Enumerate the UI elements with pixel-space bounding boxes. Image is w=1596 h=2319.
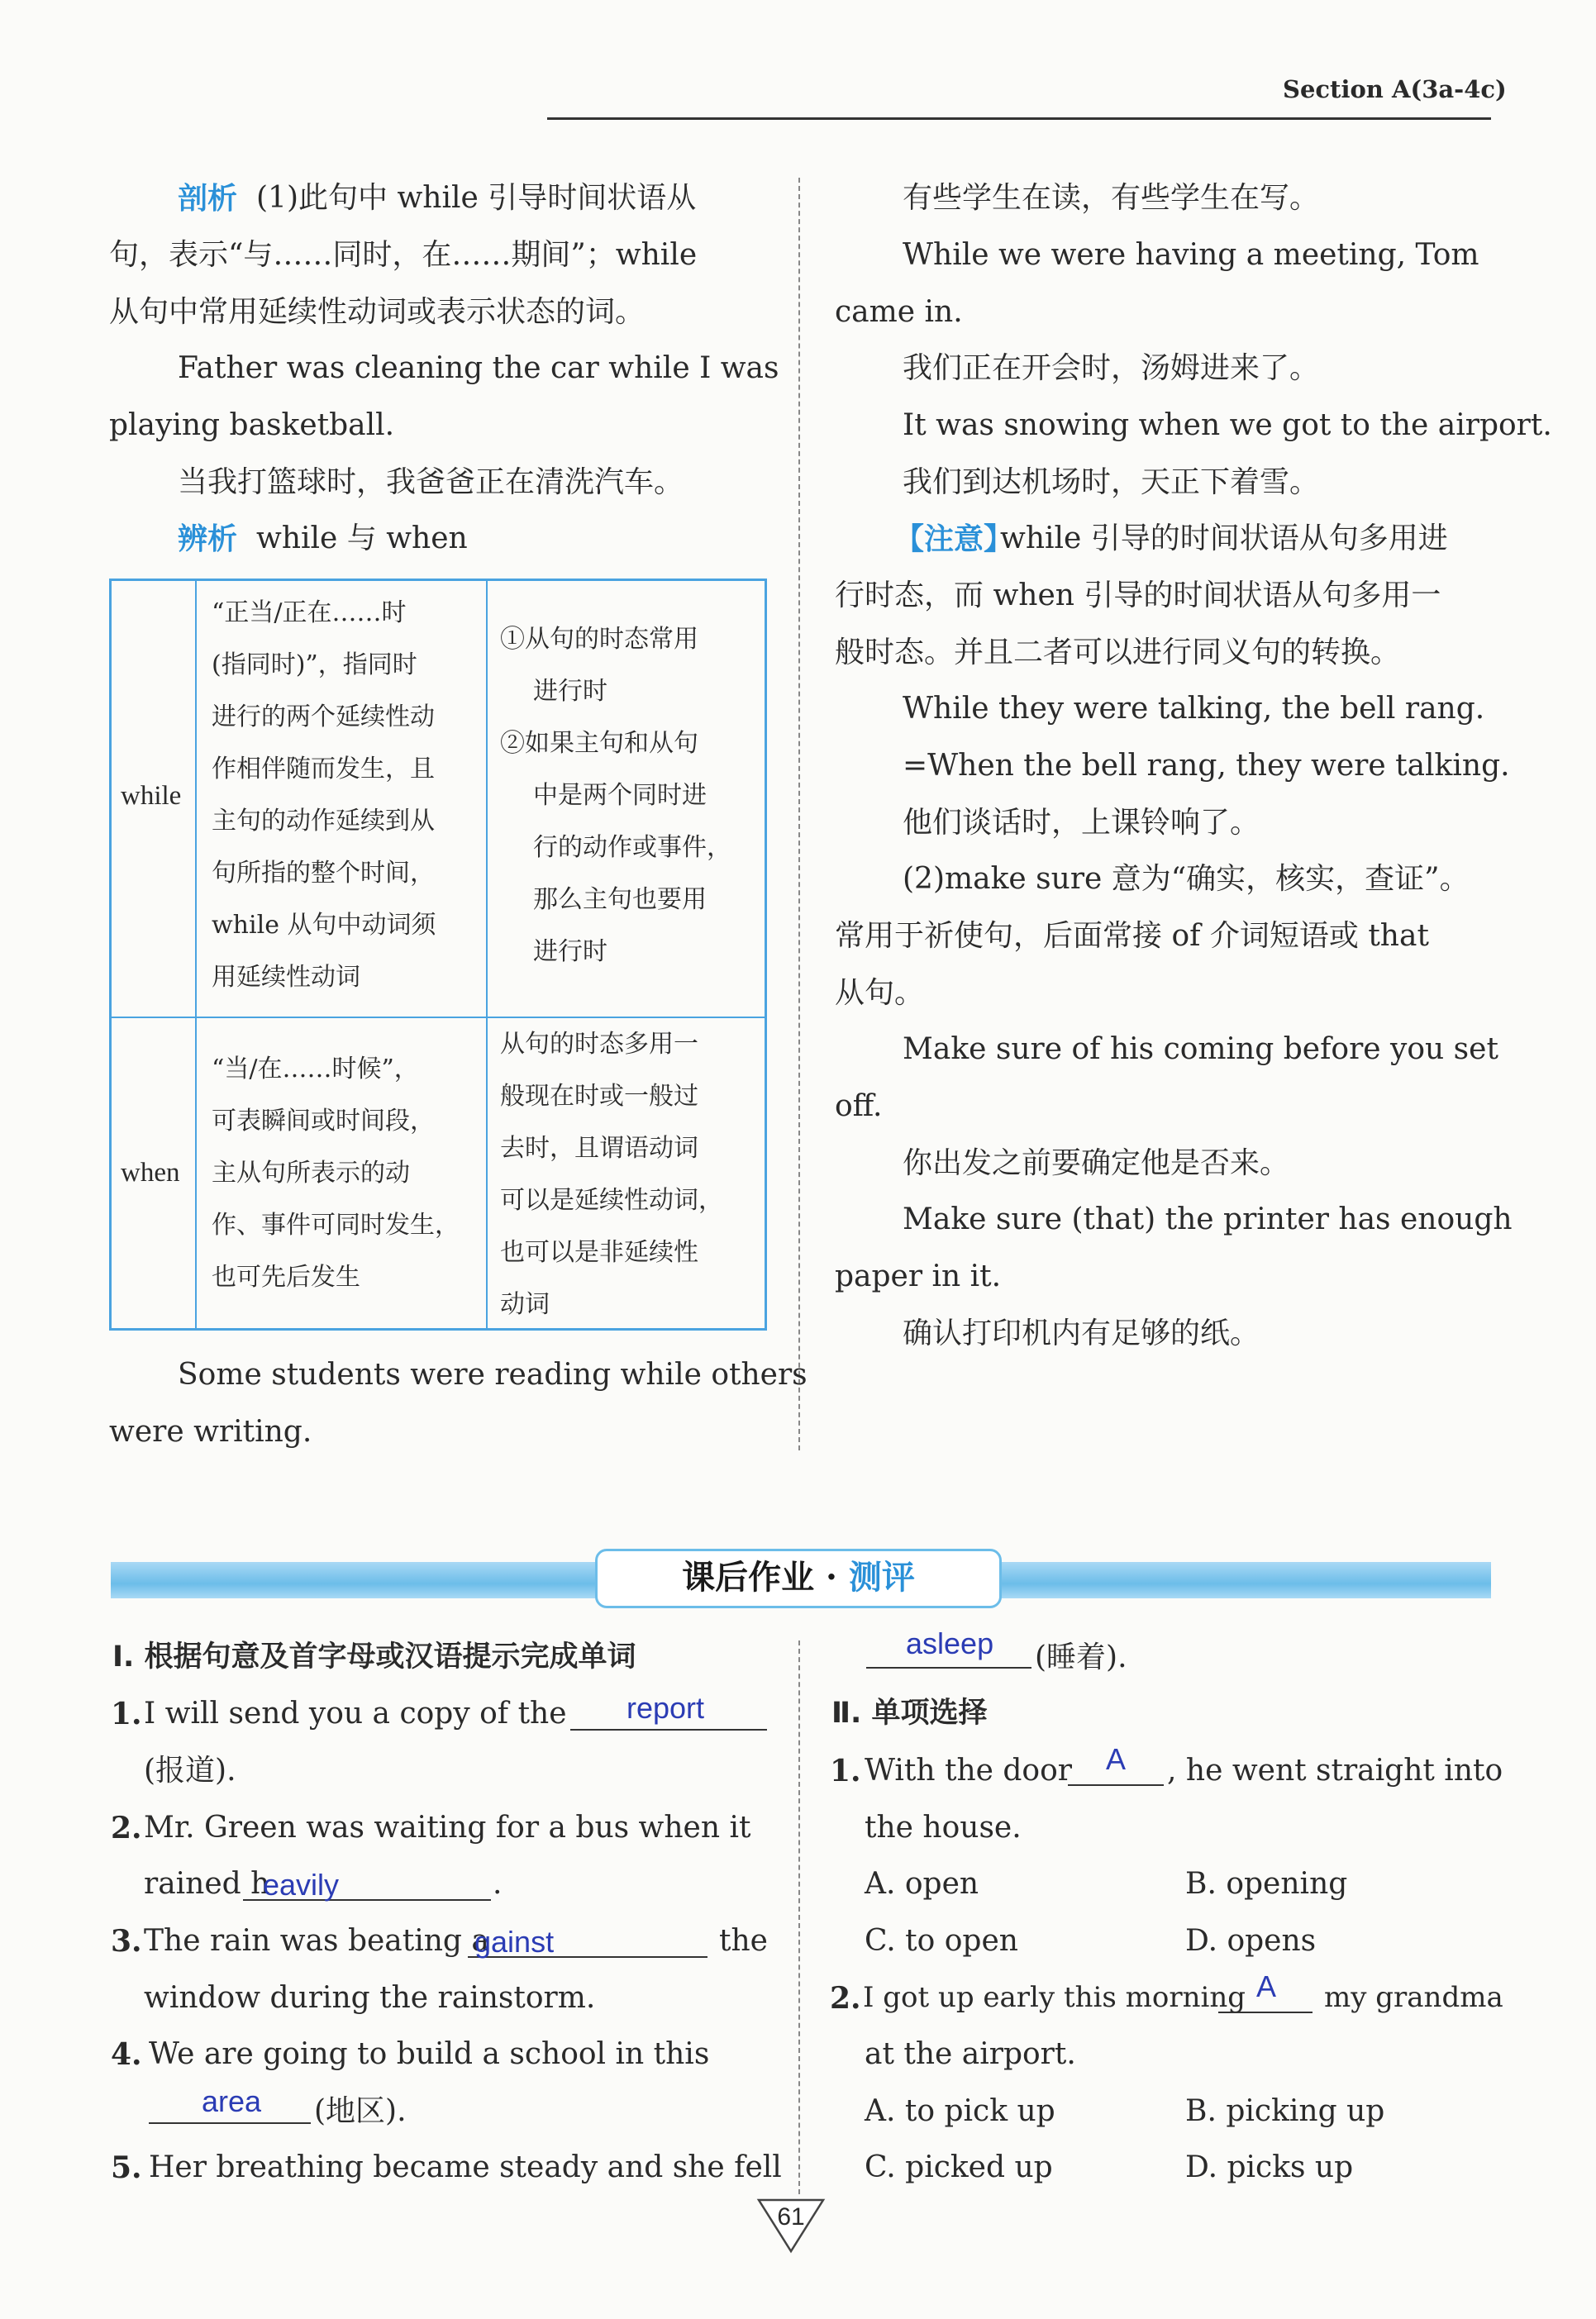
table-col-divider bbox=[195, 579, 197, 1331]
column-divider bbox=[798, 178, 800, 1450]
example-zh: 我们到达机场时，天正下着雪。 bbox=[903, 465, 1320, 499]
example-en: came in. bbox=[835, 295, 963, 329]
makesure-line: (2)make sure 意为“确实，核实，查证”。 bbox=[903, 862, 1470, 896]
answer-blank bbox=[149, 2122, 311, 2124]
question-text: I will send you a copy of the bbox=[144, 1697, 567, 1731]
part2-title: Ⅱ. 单项选择 bbox=[831, 1697, 988, 1730]
table-meaning: 可表瞬间或时间段， bbox=[212, 1107, 435, 1136]
question-number: 4. bbox=[111, 2037, 142, 2072]
option: D. opens bbox=[1185, 1924, 1317, 1958]
page-number: 61 bbox=[777, 2203, 805, 2231]
example-zh: 你出发之前要确定他是否来。 bbox=[903, 1146, 1290, 1180]
analysis-line: (1)此句中 while 引导时间状语从 bbox=[256, 181, 697, 215]
question-number: 3. bbox=[111, 1924, 142, 1959]
option: A. to pick up bbox=[865, 2094, 1055, 2128]
makesure-line: 常用于祈使句，后面常接 of 介词短语或 that bbox=[835, 919, 1429, 953]
example-en: off. bbox=[835, 1089, 883, 1123]
table-tense: ②如果主句和从句 bbox=[500, 729, 698, 758]
table-meaning: (指同时)”，指同时 bbox=[212, 650, 417, 679]
table-meaning: 句所指的整个时间， bbox=[212, 859, 435, 888]
answer-text: eavily bbox=[263, 1868, 340, 1902]
example-en: Make sure of his coming before you set bbox=[903, 1032, 1498, 1066]
example-en: paper in it. bbox=[835, 1259, 1002, 1293]
table-tense: 中是两个同时进 bbox=[533, 781, 707, 810]
exercise-divider bbox=[798, 1640, 800, 2194]
table-meaning: “正当/正在……时 bbox=[212, 598, 407, 627]
example-zh: 我们正在开会时，汤姆进来了。 bbox=[903, 351, 1320, 385]
question-text: , he went straight into bbox=[1167, 1754, 1503, 1788]
note-line: 行时态，而 when 引导的时间状语从句多用一 bbox=[835, 579, 1441, 612]
example-en: Father was cleaning the car while I was bbox=[178, 351, 779, 385]
question-text: rained h bbox=[144, 1867, 270, 1901]
banner-title-blue: 测评 bbox=[848, 1558, 915, 1597]
answer-text: A bbox=[1106, 1742, 1127, 1776]
header-rule bbox=[547, 117, 1491, 120]
table-tense: 从句的时态多用一 bbox=[500, 1030, 698, 1059]
table-tense: 可以是延续性动词， bbox=[500, 1186, 723, 1215]
question-number: 2. bbox=[111, 1811, 142, 1845]
option: D. picks up bbox=[1185, 2150, 1354, 2184]
table-meaning: 进行的两个延续性动 bbox=[212, 702, 435, 731]
table-tense: 也可以是非延续性 bbox=[500, 1238, 698, 1267]
question-text: at the airport. bbox=[865, 2037, 1076, 2071]
table-meaning: 用延续性动词 bbox=[212, 963, 360, 992]
question-text: my grandma bbox=[1324, 1981, 1503, 2014]
question-text: I got up early this morning bbox=[863, 1981, 1246, 2014]
question-text: The rain was beating a bbox=[144, 1924, 489, 1958]
section-header: Section A(3a-4c) bbox=[1283, 75, 1507, 103]
question-text: Her breathing became steady and she fell bbox=[149, 2150, 782, 2184]
table-col-divider bbox=[486, 579, 488, 1331]
table-tense: 那么主句也要用 bbox=[533, 885, 707, 914]
table-tense: 进行时 bbox=[533, 937, 607, 966]
example-en: were writing. bbox=[109, 1415, 312, 1449]
table-meaning: 作、事件可同时发生， bbox=[212, 1211, 460, 1240]
answer-blank bbox=[570, 1729, 767, 1731]
question-text: the house. bbox=[865, 1811, 1022, 1845]
example-en: =When the bell rang, they were talking. bbox=[903, 749, 1510, 783]
note-line: 般时态。并且二者可以进行同义句的转换。 bbox=[835, 636, 1401, 669]
question-number: 1. bbox=[111, 1697, 142, 1731]
example-en: Make sure (that) the printer has enough bbox=[903, 1202, 1513, 1236]
banner-title-box bbox=[595, 1549, 1002, 1608]
table-meaning: 作相伴随而发生，且 bbox=[212, 755, 435, 783]
note-label: 【注意】 bbox=[894, 521, 1014, 556]
table-word: when bbox=[121, 1158, 180, 1188]
note-line: while 引导的时间状语从句多用进 bbox=[1000, 521, 1448, 555]
distinguish-label: 辨析 bbox=[178, 521, 238, 556]
question-text: We are going to build a school in this bbox=[149, 2037, 710, 2071]
question-text: (睡着). bbox=[1035, 1640, 1127, 1674]
analysis-line: 句，表示“与……同时，在……期间”；while bbox=[109, 238, 698, 272]
answer-blank bbox=[1068, 1784, 1164, 1786]
example-en: While they were talking, the bell rang. bbox=[903, 692, 1485, 726]
table-meaning: 主从句所表示的动 bbox=[212, 1159, 410, 1188]
table-tense: 行的动作或事件， bbox=[533, 833, 731, 862]
table-tense: 般现在时或一般过 bbox=[500, 1082, 698, 1111]
question-text: . bbox=[493, 1867, 503, 1901]
example-en: It was snowing when we got to the airport. bbox=[903, 408, 1552, 442]
makesure-line: 从句。 bbox=[835, 976, 925, 1010]
question-number: 2. bbox=[830, 1981, 861, 2016]
question-number: 1. bbox=[830, 1754, 861, 1788]
answer-blank bbox=[1218, 2012, 1313, 2013]
question-text: the bbox=[719, 1924, 768, 1958]
table-meaning: “当/在……时候”， bbox=[212, 1055, 419, 1083]
answer-text: gainst bbox=[474, 1925, 555, 1959]
example-zh: 当我打篮球时，我爸爸正在清洗汽车。 bbox=[178, 465, 684, 499]
example-en: While we were having a meeting, Tom bbox=[903, 238, 1479, 272]
distinguish-text: while 与 when bbox=[256, 521, 468, 555]
answer-blank bbox=[866, 1667, 1031, 1669]
table-tense: ①从句的时态常用 bbox=[500, 625, 698, 654]
table-meaning: 主句的动作延续到从 bbox=[212, 807, 435, 836]
part1-title: Ⅰ. 根据句意及首字母或汉语提示完成单词 bbox=[112, 1640, 636, 1674]
table-word: while bbox=[121, 781, 182, 811]
question-text: Mr. Green was waiting for a bus when it bbox=[144, 1811, 751, 1845]
analysis-label: 剖析 bbox=[178, 181, 238, 216]
option: C. picked up bbox=[865, 2150, 1053, 2184]
question-text: With the door bbox=[865, 1754, 1072, 1788]
answer-text: area bbox=[202, 2084, 262, 2118]
answer-text: A bbox=[1256, 1969, 1277, 2003]
question-text: window during the rainstorm. bbox=[144, 1981, 596, 2015]
example-en: Some students were reading while others bbox=[178, 1358, 808, 1392]
table-meaning: while 从句中动词须 bbox=[212, 911, 436, 940]
example-en: playing basketball. bbox=[109, 408, 395, 442]
question-number: 5. bbox=[111, 2150, 142, 2185]
answer-text: asleep bbox=[906, 1626, 994, 1660]
table-tense: 进行时 bbox=[533, 677, 607, 706]
question-text: (报道). bbox=[144, 1754, 236, 1788]
table-tense: 去时，且谓语动词 bbox=[500, 1134, 698, 1163]
example-zh: 他们谈话时，上课铃响了。 bbox=[903, 806, 1260, 840]
option: C. to open bbox=[865, 1924, 1018, 1958]
option: A. open bbox=[865, 1867, 979, 1901]
example-zh: 有些学生在读，有些学生在写。 bbox=[903, 181, 1320, 215]
answer-text: report bbox=[626, 1691, 705, 1725]
table-tense: 动词 bbox=[500, 1290, 550, 1319]
option: B. opening bbox=[1185, 1867, 1348, 1901]
banner-title-black: 课后作业 · bbox=[682, 1558, 849, 1597]
analysis-line: 从句中常用延续性动词或表示状态的词。 bbox=[109, 295, 646, 329]
option: B. picking up bbox=[1185, 2094, 1385, 2128]
question-text: (地区). bbox=[314, 2094, 407, 2128]
table-meaning: 也可先后发生 bbox=[212, 1263, 360, 1292]
example-zh: 确认打印机内有足够的纸。 bbox=[903, 1317, 1260, 1350]
